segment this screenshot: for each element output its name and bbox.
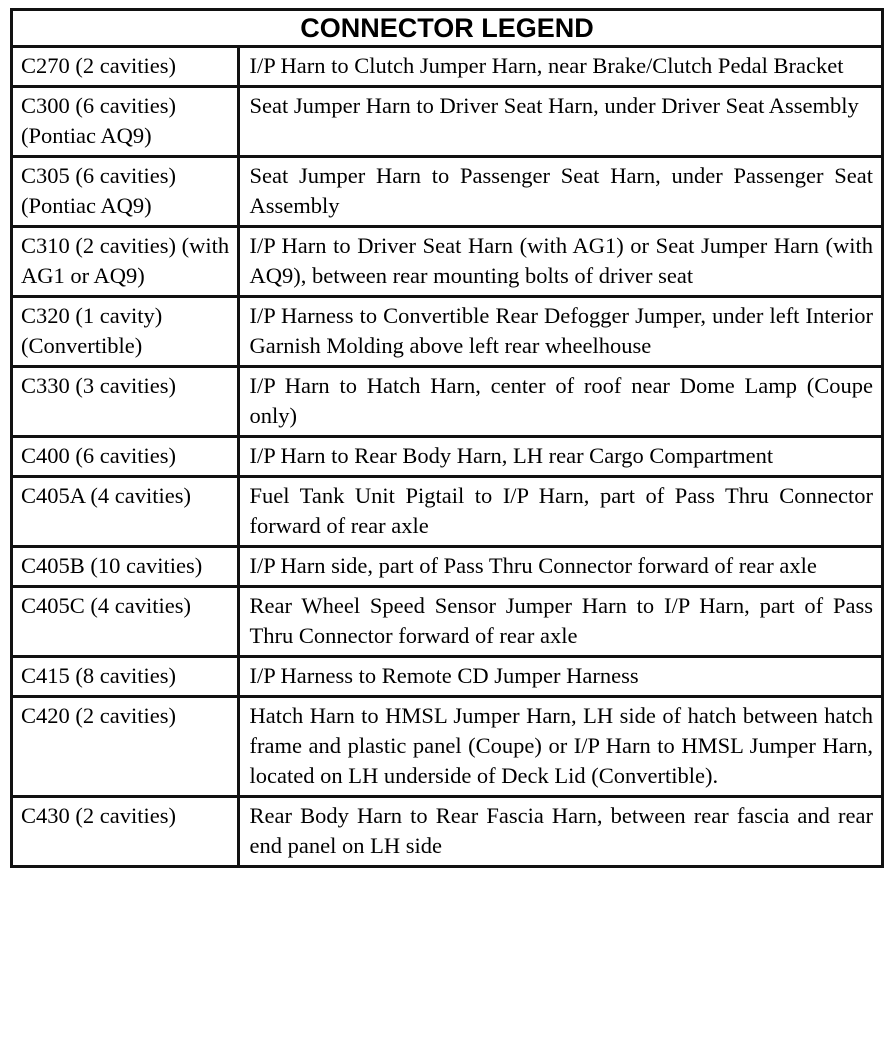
connector-cell: C420 (2 cavities) xyxy=(13,697,238,797)
table-row xyxy=(13,547,881,587)
connector-cell: C300 (6 cavities) (Pontiac AQ9) xyxy=(13,87,238,157)
connector-cell: C430 (2 cavities) xyxy=(13,797,238,866)
table-row xyxy=(13,697,881,797)
connector-legend-table xyxy=(10,8,884,868)
table-row xyxy=(13,477,881,547)
legend-rows xyxy=(13,48,881,865)
table-row xyxy=(13,587,881,657)
connector-cell: C405B (10 cavities) xyxy=(13,547,238,587)
table-row xyxy=(13,797,881,866)
table-row xyxy=(13,367,881,437)
table-row xyxy=(13,157,881,227)
legend-title: CONNECTOR LEGEND xyxy=(13,11,881,48)
table-row xyxy=(13,657,881,697)
description-cell: Seat Jumper Harn to Passenger Seat Harn, under Passenger Seat Assembly xyxy=(249,163,873,218)
connector-cell: C405C (4 cavities) xyxy=(13,587,238,657)
connector-cell: C415 (8 cavities) xyxy=(13,657,238,697)
connector-cell: C320 (1 cavity) (Convertible) xyxy=(13,297,238,367)
description-cell: I/P Harness to Remote CD Jumper Harness xyxy=(249,663,639,688)
description-cell: I/P Harn side, part of Pass Thru Connector forward of rear axle xyxy=(249,553,817,578)
table-row xyxy=(13,48,881,87)
description-cell: Rear Body Harn to Rear Fascia Harn, between rear fascia and rear end panel on LH side xyxy=(249,803,873,858)
table-row xyxy=(13,437,881,477)
connector-cell: C405A (4 cavities) xyxy=(13,477,238,547)
description-cell: I/P Harn to Clutch Jumper Harn, near Brake/Clutch Pedal Bracket xyxy=(249,53,844,78)
description-cell: I/P Harn to Driver Seat Harn (with AG1) or Seat Jumper Harn (with AQ9), between rear mounting bolts of driver seat xyxy=(249,233,873,288)
description-cell: Rear Wheel Speed Sensor Jumper Harn to I/P Harn, part of Pass Thru Connector forward of rear axle xyxy=(249,593,873,648)
connector-cell: C270 (2 cavities) xyxy=(13,48,238,87)
description-cell: Hatch Harn to HMSL Jumper Harn, LH side of hatch between hatch frame and plastic panel (Coupe) or I/P Harn to HMSL Jumper Harn, located on LH underside of Deck Lid (Convertible). xyxy=(249,703,873,788)
description-cell: I/P Harness to Convertible Rear Defogger Jumper, under left Interior Garnish Molding above left rear wheelhouse xyxy=(249,303,873,358)
description-cell: Seat Jumper Harn to Driver Seat Harn, under Driver Seat Assembly xyxy=(249,93,859,118)
table-row xyxy=(13,87,881,157)
table-row xyxy=(13,227,881,297)
connector-cell: C330 (3 cavities) xyxy=(13,367,238,437)
description-cell: Fuel Tank Unit Pigtail to I/P Harn, part of Pass Thru Connector forward of rear axle xyxy=(249,483,873,538)
description-cell: I/P Harn to Hatch Harn, center of roof near Dome Lamp (Coupe only) xyxy=(249,373,873,428)
table-row xyxy=(13,297,881,367)
connector-cell: C305 (6 cavities) (Pontiac AQ9) xyxy=(13,157,238,227)
connector-cell: C400 (6 cavities) xyxy=(13,437,238,477)
connector-cell: C310 (2 cavities) (with AG1 or AQ9) xyxy=(13,227,238,297)
description-cell: I/P Harn to Rear Body Harn, LH rear Cargo Compartment xyxy=(249,443,774,468)
